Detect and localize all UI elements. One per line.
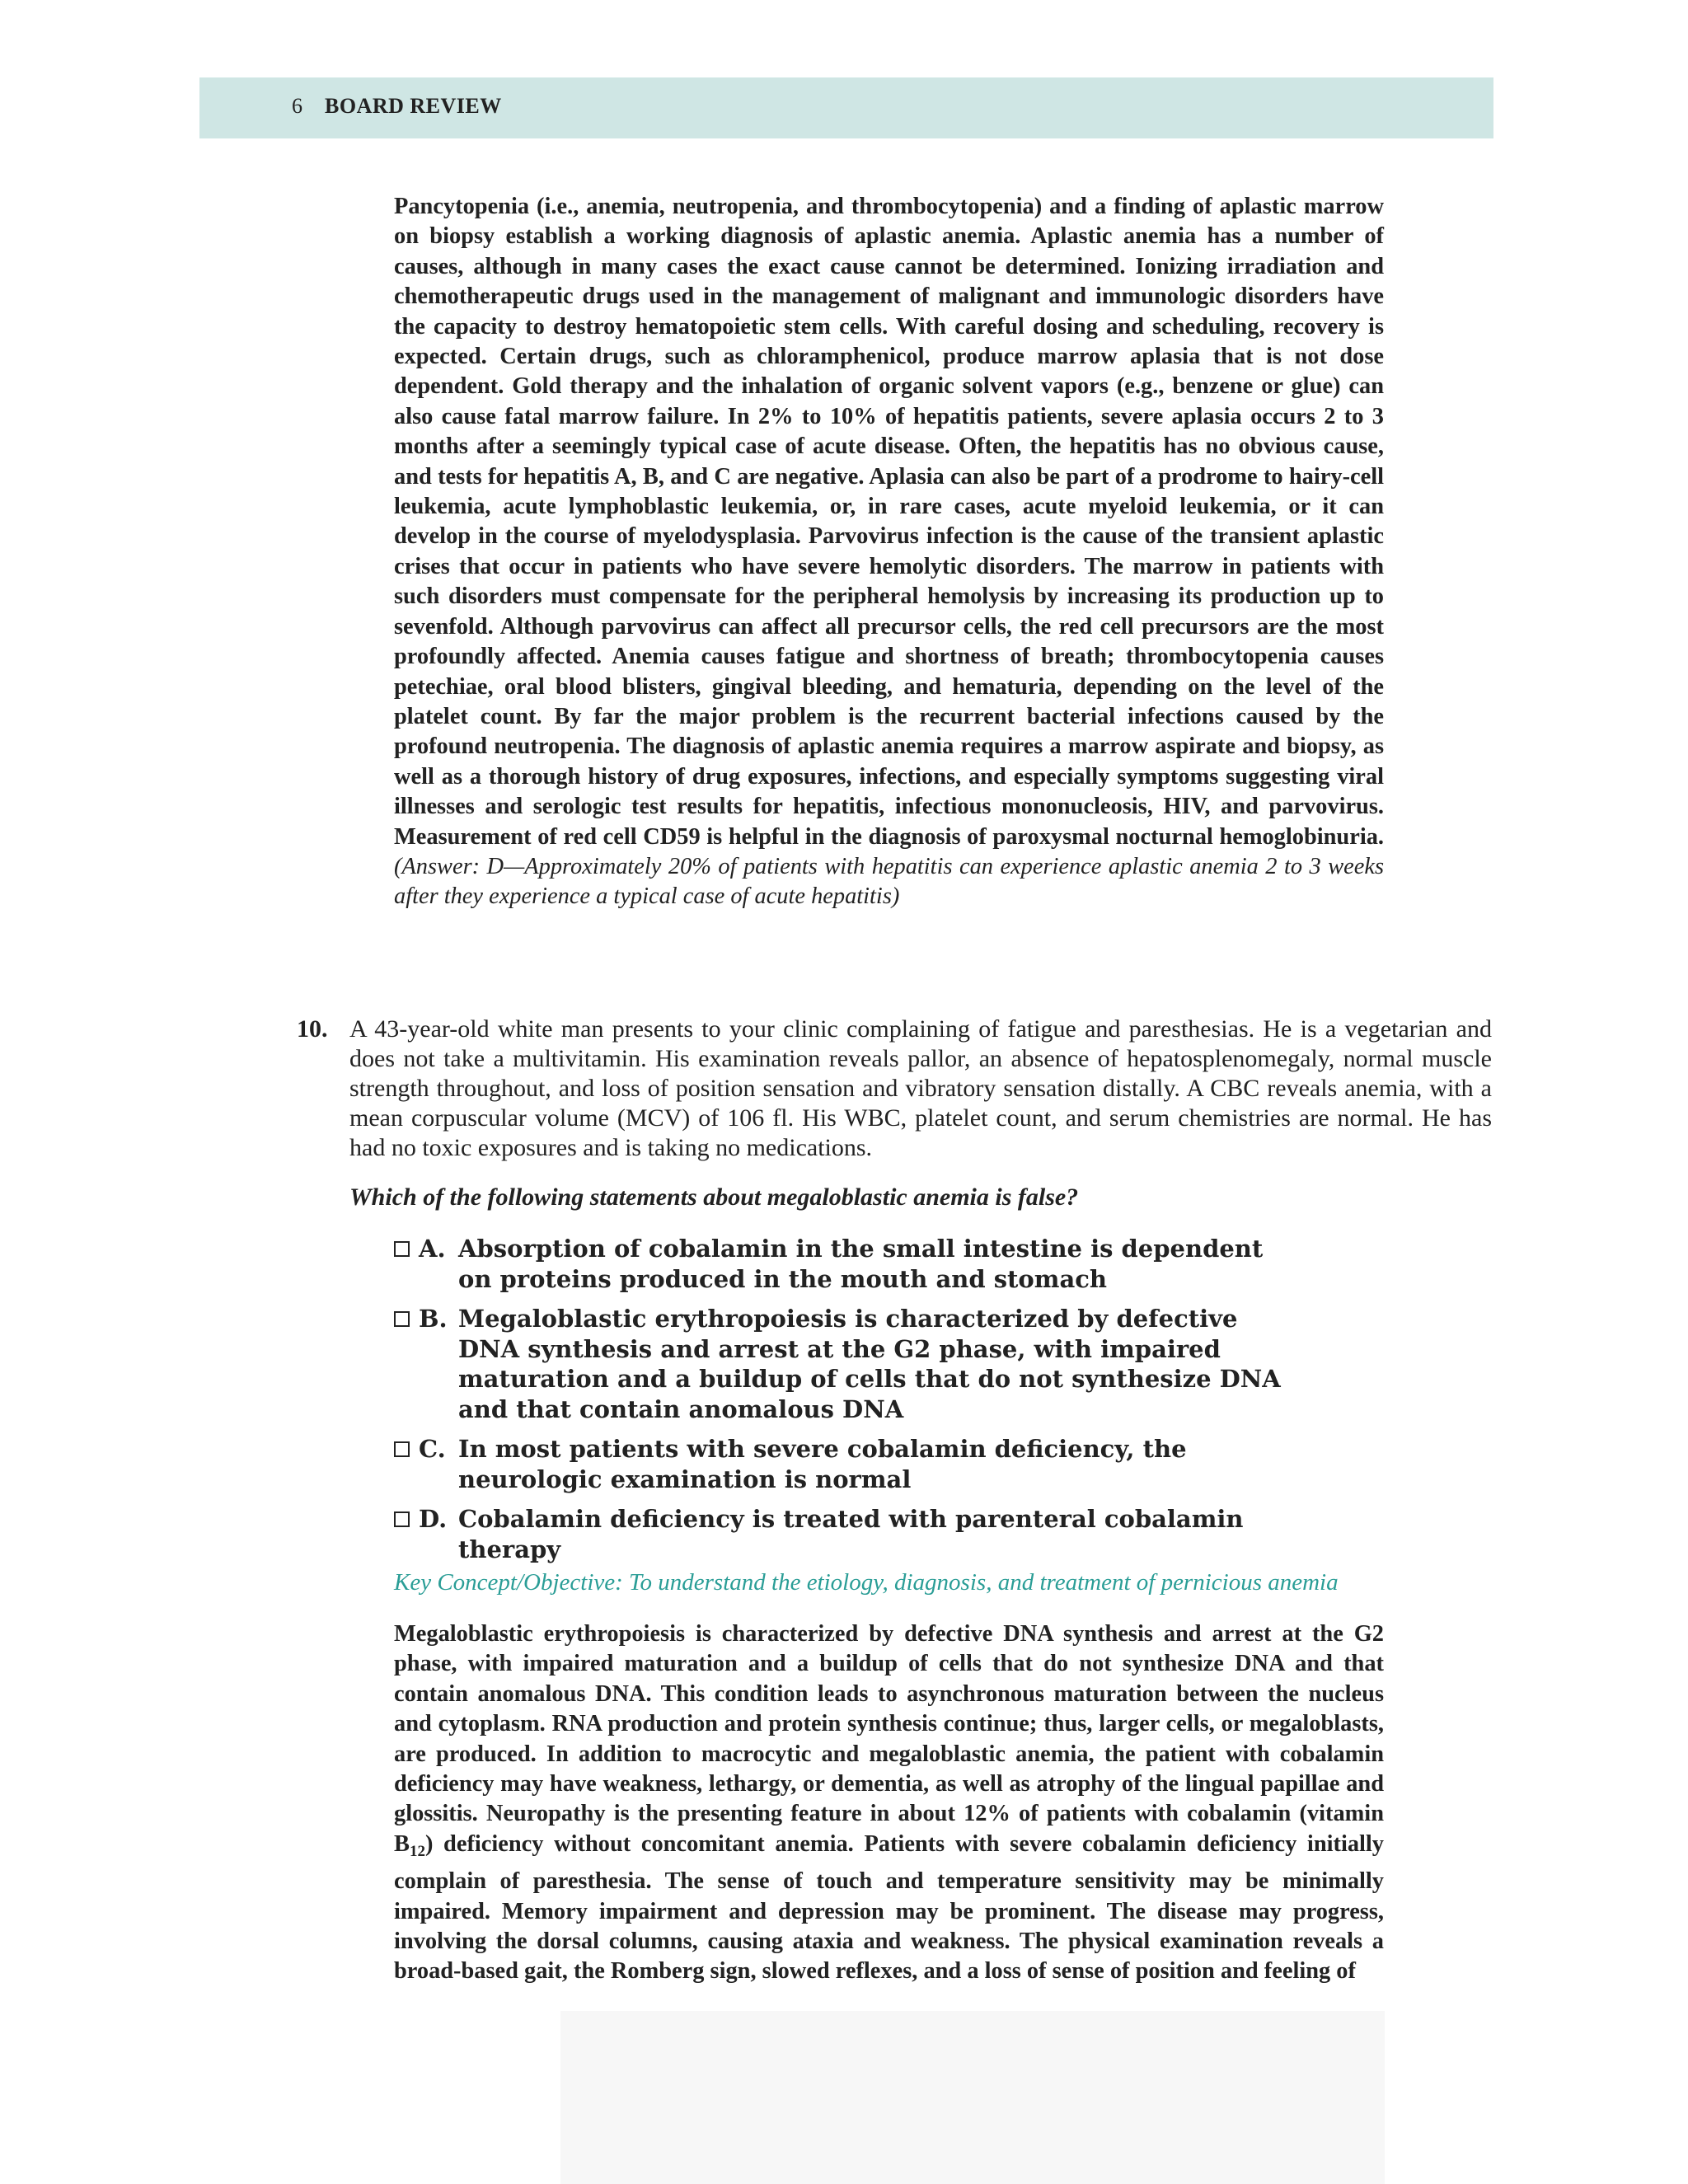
- option-b[interactable]: [394, 1304, 1342, 1424]
- option-letter: A.: [419, 1235, 446, 1263]
- checkbox-icon[interactable]: [394, 1311, 410, 1327]
- explanation-text: Pancytopenia (i.e., anemia, neutropenia, and thrombocytopenia) and a finding of aplastic marrow on biopsy establish a working diagnosis of aplastic anemia. Aplastic anemia has a number of causes, although in many cases the exact cause cannot be determined. Ionizing irradiation and chemotherapeutic drugs used in the management of malignant and immunologic disorders have the capacity to destroy hematopoietic stem cells. With careful dosing and scheduling, recovery is expected. Certain drugs, such as chloramphenicol, produce marrow aplasia that is not dose dependent. Gold therapy and the inhalation of organic solvent vapors (e.g., benzene or glue) can also cause fatal marrow failure. In 2% to 10% of hepatitis patients, severe aplasia occurs 2 to 3 months after a seemingly typical case of acute disease. Often, the hepatitis has no obvious cause, and tests for hepatitis A, B, and C are negative. Aplasia can also be part of a prodrome to hairy-cell leukemia, acute lymphoblastic leukemia, or, in rare cases, acute myeloid leukemia, or it can develop in the course of myelodysplasia. Parvovirus infection is the cause of the transient aplastic crises that occur in patients who have severe hemolytic disorders. The marrow in patients with such disorders must compensate for the peripheral hemolysis by increasing its production up to sevenfold. Although parvovirus can affect all precursor cells, the red cell precursors are the most profoundly affected. Anemia causes fatigue and shortness of breath; thrombocytopenia causes petechiae, oral blood blisters, gingival bleeding, and hematuria, depending on the level of the platelet count. By far the major problem is the recurrent bacterial infections caused by the profound neutropenia. The diagnosis of aplastic anemia requires a marrow aspirate and biopsy, as well as a thorough history of drug exposures, infections, and especially symptoms suggesting viral illnesses and serologic test results for hepatitis, infectious mononucleosis, HIV, and parvovirus. Measurement of red cell CD59 is helpful in the diagnosis of paroxysmal nocturnal hemoglobinuria.: [394, 194, 1384, 850]
- option-text: Cobalamin deficiency is treated with parenteral cobalamin therapy: [458, 1505, 1244, 1563]
- checkbox-icon[interactable]: [394, 1511, 410, 1527]
- question-number: 10.: [297, 1015, 328, 1043]
- option-text: Absorption of cobalamin in the small intestine is dependent on proteins produced in the mouth and stomach: [458, 1235, 1264, 1293]
- option-letter: D.: [419, 1505, 448, 1533]
- answer-note: (Answer: D—Approximately 20% of patients with hepatitis can experience aplastic anemia 2 to 3 weeks after they experience a typical case of acute hepatitis): [394, 853, 1384, 910]
- answer-explanation-10: [394, 1619, 1384, 1987]
- vitamin-subscript: 12: [409, 1842, 425, 1860]
- page-number: 6: [292, 94, 302, 118]
- running-header: [199, 77, 1493, 138]
- checkbox-icon[interactable]: [394, 1241, 410, 1257]
- key-concept: Key Concept/Objective: To understand the etiology, diagnosis, and treatment of pernicious anemia: [394, 1569, 1339, 1596]
- checkbox-icon[interactable]: [394, 1441, 410, 1457]
- option-letter: B.: [419, 1305, 448, 1333]
- explanation-text-part1: Megaloblastic erythropoiesis is characterized by defective DNA synthesis and arrest at the G2 phase, with impaired maturation and a buildup of cells that do not synthesize DNA and that contain anomalous DNA. This condition leads to asynchronous maturation between the nucleus and cytoplasm. RNA production and protein synthesis continue; thus, larger cells, or megaloblasts, are produced. In addition to macrocytic and megaloblastic anemia, the patient with cobalamin deficiency may have weakness, lethargy, or dementia, as well as atrophy of the lingual papillae and glossitis. Neuropathy is the presenting feature in about 12% of patients with cobalamin (vitamin B: [394, 1621, 1384, 1857]
- option-c[interactable]: [394, 1434, 1342, 1494]
- running-head-title: BOARD REVIEW: [325, 94, 502, 118]
- option-d[interactable]: [394, 1504, 1342, 1564]
- option-text: In most patients with severe cobalamin deficiency, the neurologic examination is normal: [458, 1435, 1187, 1493]
- answer-explanation-9: [394, 192, 1384, 912]
- option-a[interactable]: [394, 1234, 1342, 1294]
- answer-options: [394, 1234, 1342, 1574]
- page-shading: [560, 2011, 1385, 2184]
- explanation-text-part2: ) deficiency without concomitant anemia. Patients with severe cobalamin deficiency initially complain of paresthesia. The sense of touch and temperature sensitivity may be minimally impaired. Memory impairment and depression may be prominent. The disease may progress, involving the dorsal columns, causing ataxia and weakness. The physical examination reveals a broad-based gait, the Romberg sign, slowed reflexes, and a loss of sense of position and feeling of: [394, 1830, 1384, 1985]
- question-prompt: Which of the following statements about megaloblastic anemia is false?: [349, 1183, 1079, 1211]
- option-text: Megaloblastic erythropoiesis is characterized by defective DNA synthesis and arrest at the G2 phase, with impaired maturation and a buildup of cells that do not synthesize DNA and that contain anomalous DNA: [458, 1305, 1281, 1423]
- option-letter: C.: [419, 1435, 446, 1463]
- question-stem: A 43-year-old white man presents to your clinic complaining of fatigue and paresthesias. He is a vegetarian and does not take a multivitamin. His examination reveals pallor, an absence of hepatosplenomegaly, normal muscle strength throughout, and loss of position sensation and vibratory sensation distally. A CBC reveals anemia, with a mean corpuscular volume (MCV) of 106 fl. His WBC, platelet count, and serum chemistries are normal. He has had no toxic exposures and is taking no medications.: [349, 1015, 1492, 1161]
